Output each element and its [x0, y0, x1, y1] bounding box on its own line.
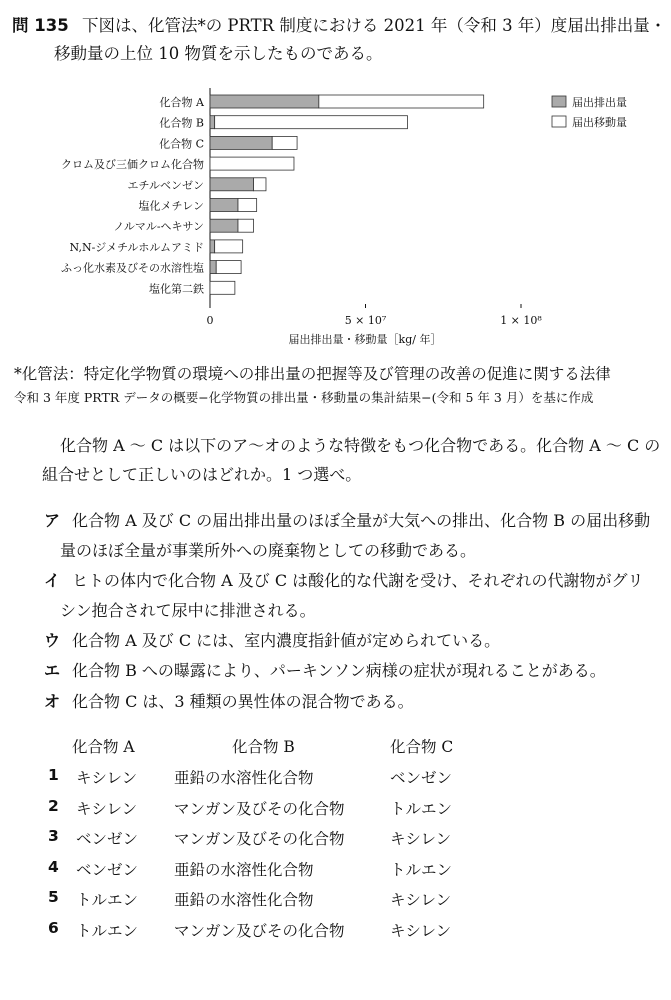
choice-number: 1 — [48, 766, 59, 784]
bar-emission — [210, 199, 238, 212]
compound-a: トルエン — [76, 891, 139, 909]
compound-a: トルエン — [76, 921, 139, 940]
compound-c: トルエン — [390, 799, 453, 818]
choice-number: 3 — [48, 827, 59, 845]
bar-emission — [210, 261, 216, 274]
compound-b: マンガン及びその化合物 — [174, 830, 345, 848]
question-text-1: 下図は、化管法*の PRTR 制度における 2021 年（令和 3 年）度届出排出量・ — [81, 16, 667, 35]
option-text-cont: 量のほぼ全量が事業所外への廃棄物としての移動である。 — [60, 541, 477, 560]
compound-b: 亜鉛の水溶性化合物 — [174, 769, 314, 787]
option-1 — [44, 508, 650, 531]
table-header-cell: 化合物 B — [232, 738, 295, 756]
x-tick-label: 1 × 10⁸ — [500, 314, 542, 327]
legend-label: 届出排出量 — [572, 96, 627, 109]
category-label: クロム及び三価クロム化合物 — [61, 158, 204, 172]
compound-c: キシレン — [390, 891, 452, 909]
bar-transfer — [319, 95, 484, 108]
prompt-line-2: 組合せとして正しいのはどれか。1 つ選べ。 — [42, 465, 362, 484]
bar-emission — [210, 178, 254, 191]
option-letter: イ — [44, 571, 61, 590]
compound-a: キシレン — [76, 769, 138, 787]
option-text: 化合物 C は、3 種類の異性体の混合物である。 — [72, 692, 414, 711]
category-label: 化合物 B — [159, 116, 204, 130]
table-header-cell: 化合物 A — [72, 738, 135, 756]
category-label: 塩化第二鉄 — [149, 282, 204, 296]
option-letter: エ — [44, 661, 61, 680]
bar-transfer — [210, 281, 235, 294]
compound-b: マンガン及びその化合物 — [174, 799, 345, 818]
law-note: *化管法：特定化学物質の環境への排出量の把握等及び管理の改善の促進に関する法律 — [14, 365, 611, 383]
option-letter: オ — [44, 692, 61, 711]
bar-transfer — [215, 240, 243, 253]
compound-b: 亜鉛の水溶性化合物 — [174, 860, 314, 879]
compound-a: キシレン — [76, 799, 138, 818]
compound-b: 亜鉛の水溶性化合物 — [174, 891, 314, 909]
question-line-1 — [12, 12, 666, 36]
prompt-line-1: 化合物 A ～ C は以下のア～オのような特徴をもつ化合物である。化合物 A ～ C の — [60, 436, 661, 455]
compound-a: ベンゼン — [76, 860, 139, 879]
bar-emission — [210, 95, 319, 108]
option-3 — [44, 628, 500, 651]
choice-number: 2 — [48, 796, 59, 815]
option-4 — [44, 658, 606, 681]
bar-transfer — [215, 116, 408, 129]
option-text: ヒトの体内で化合物 A 及び C は酸化的な代謝を受け、それぞれの代謝物がグリ — [72, 571, 644, 590]
category-label: 化合物 A — [159, 96, 204, 109]
bar-chart — [0, 80, 671, 355]
bar-emission — [210, 136, 272, 149]
table-header-cell: 化合物 C — [390, 738, 454, 756]
category-label: ノルマル-ヘキサン — [113, 220, 204, 234]
category-label: ふっ化水素及びその水溶性塩 — [61, 261, 204, 275]
option-text: 化合物 A 及び C には、室内濃度指針値が定められている。 — [72, 631, 501, 650]
compound-c: キシレン — [390, 921, 452, 940]
x-tick-label: 0 — [206, 314, 214, 327]
bar-emission — [210, 116, 215, 129]
notes — [14, 362, 664, 406]
choice-number: 5 — [48, 888, 59, 906]
category-label: N,N-ジメチルホルムアミド — [69, 240, 204, 254]
option-text: 化合物 A 及び C の届出排出量のほぼ全量が大気への排出、化合物 B の届出移動 — [72, 511, 651, 530]
bar-emission — [210, 219, 238, 232]
bar-transfer — [254, 178, 266, 191]
source-note: 令和 3 年度 PRTR データの概要−化学物質の排出量・移動量の集計結果−(令和 5 年 3 月）を基に作成 — [14, 390, 594, 405]
legend-swatch — [552, 96, 566, 107]
option-letter: ウ — [44, 631, 61, 650]
option-text: 化合物 B への曝露により、パーキンソン病様の症状が現れることがある。 — [72, 661, 606, 680]
x-tick-label: 5 × 10⁷ — [344, 314, 387, 327]
option-5 — [44, 689, 414, 712]
choice-number: 6 — [48, 918, 59, 937]
choice-number: 4 — [48, 857, 59, 876]
category-label: エチルベンゼン — [127, 178, 204, 192]
bar-transfer — [210, 157, 294, 170]
option-letter: ア — [44, 511, 61, 530]
question-number: 問 135 — [12, 16, 69, 35]
compound-c: キシレン — [390, 830, 452, 848]
compound-a: ベンゼン — [76, 830, 139, 848]
compound-b: マンガン及びその化合物 — [174, 921, 345, 940]
bar-transfer — [216, 261, 241, 274]
category-label: 塩化メチレン — [138, 199, 204, 213]
bar-transfer — [238, 219, 254, 232]
x-axis-label: 届出排出量・移動量［kg/ 年］ — [288, 333, 442, 346]
question-text-2: 移動量の上位 10 物質を示したものである。 — [54, 44, 383, 63]
legend-swatch — [552, 116, 566, 127]
compound-c: トルエン — [390, 860, 453, 879]
bar-transfer — [238, 199, 257, 212]
bar-transfer — [272, 136, 297, 149]
option-text-cont: シン抱合されて尿中に排泄される。 — [60, 601, 316, 620]
compound-c: ベンゼン — [390, 769, 453, 787]
option-2 — [44, 568, 644, 591]
bar-emission — [210, 240, 215, 253]
category-label: 化合物 C — [159, 137, 204, 151]
legend-label: 届出移動量 — [572, 116, 627, 129]
